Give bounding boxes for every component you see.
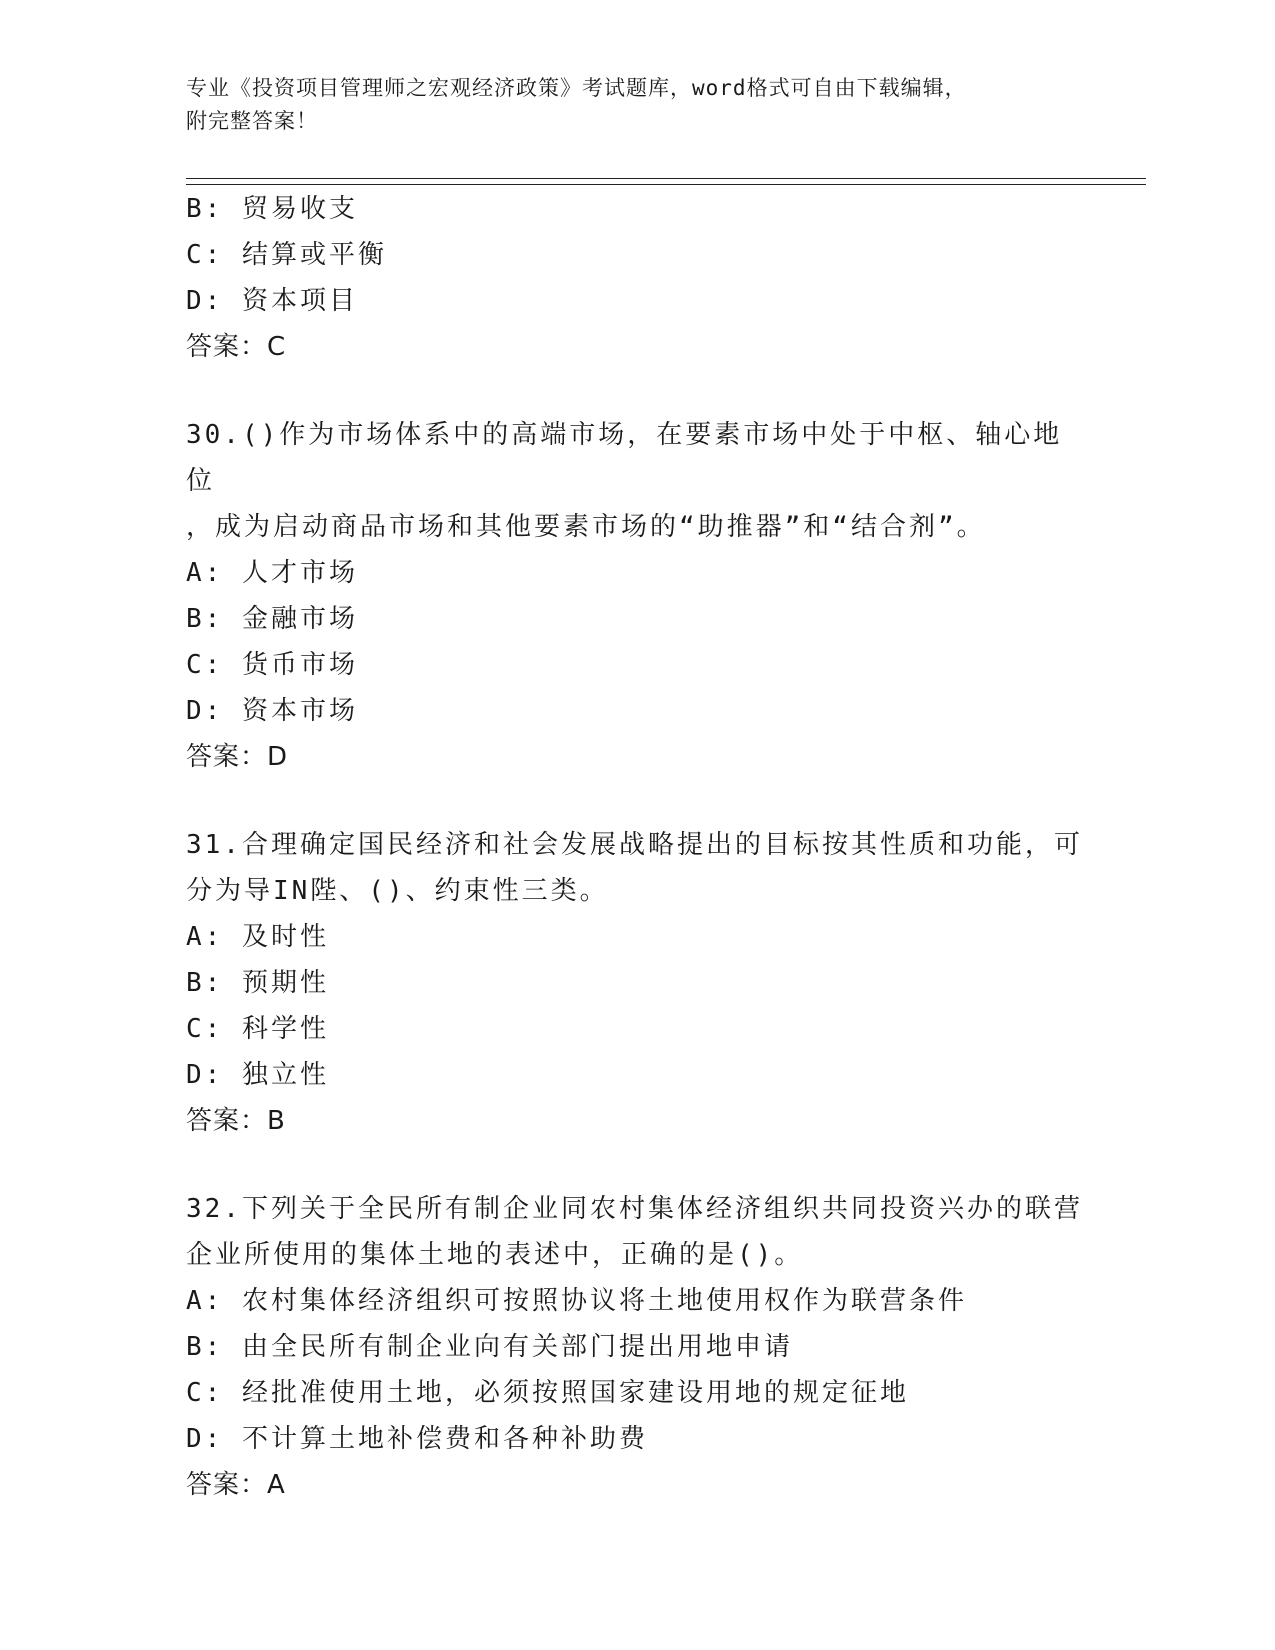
option-label: B: bbox=[186, 194, 224, 224]
option-label: B: bbox=[186, 604, 224, 634]
question-stem-line: 分为导IN陛、()、约束性三类。 bbox=[186, 876, 609, 906]
question-content bbox=[186, 186, 1086, 1508]
option-text: 货币市场 bbox=[241, 650, 358, 680]
option-a bbox=[186, 914, 1086, 960]
option-b bbox=[186, 1324, 1086, 1370]
option-text: 预期性 bbox=[241, 968, 329, 998]
option-text: 人才市场 bbox=[241, 558, 358, 588]
option-label: D: bbox=[186, 696, 224, 726]
option-label: D: bbox=[186, 286, 224, 316]
option-text: 金融市场 bbox=[241, 604, 358, 634]
option-label: D: bbox=[186, 1424, 224, 1454]
question-stem-line: 32.下列关于全民所有制企业同农村集体经济组织共同投资兴办的联营 bbox=[186, 1194, 1083, 1224]
answer-line: 答案：A bbox=[186, 1470, 286, 1500]
option-label: B: bbox=[186, 968, 224, 998]
question-stem-line: 31.合理确定国民经济和社会发展战略提出的目标按其性质和功能，可 bbox=[186, 830, 1083, 860]
option-c bbox=[186, 232, 1086, 278]
option-text: 经批准使用土地，必须按照国家建设用地的规定征地 bbox=[241, 1378, 909, 1408]
answer-line: 答案：D bbox=[186, 742, 289, 772]
option-text: 由全民所有制企业向有关部门提出用地申请 bbox=[241, 1332, 793, 1362]
option-label: A: bbox=[186, 922, 224, 952]
option-text: 结算或平衡 bbox=[241, 240, 387, 270]
header-divider-top bbox=[186, 178, 1146, 179]
header-line-1: 专业《投资项目管理师之宏观经济政策》考试题库，word格式可自由下载编辑， bbox=[186, 76, 967, 100]
option-label: C: bbox=[186, 650, 224, 680]
header-divider-bottom bbox=[186, 184, 1146, 185]
option-c bbox=[186, 642, 1086, 688]
option-text: 科学性 bbox=[241, 1014, 329, 1044]
header-line-2: 附完整答案！ bbox=[186, 109, 318, 133]
question-30 bbox=[186, 412, 1086, 780]
option-a bbox=[186, 1278, 1086, 1324]
question-stem-line: 30.()作为市场体系中的高端市场，在要素市场中处于中枢、轴心地位 bbox=[186, 420, 1063, 496]
option-label: C: bbox=[186, 1014, 224, 1044]
option-text: 不计算土地补偿费和各种补助费 bbox=[241, 1424, 648, 1454]
option-label: A: bbox=[186, 558, 224, 588]
document-header bbox=[186, 72, 1146, 138]
option-label: A: bbox=[186, 1286, 224, 1316]
answer-line: 答案：C bbox=[186, 332, 287, 362]
option-text: 农村集体经济组织可按照协议将土地使用权作为联营条件 bbox=[241, 1286, 967, 1316]
option-d bbox=[186, 1052, 1086, 1098]
option-label: C: bbox=[186, 1378, 224, 1408]
question-stem-line: ，成为启动商品市场和其他要素市场的“助推器”和“结合剂”。 bbox=[186, 512, 986, 542]
option-c bbox=[186, 1006, 1086, 1052]
option-b bbox=[186, 186, 1086, 232]
option-text: 资本市场 bbox=[241, 696, 358, 726]
option-label: C: bbox=[186, 240, 224, 270]
option-text: 及时性 bbox=[241, 922, 329, 952]
option-d bbox=[186, 278, 1086, 324]
question-31 bbox=[186, 822, 1086, 1144]
option-b bbox=[186, 596, 1086, 642]
question-29-tail bbox=[186, 186, 1086, 370]
answer-line: 答案：B bbox=[186, 1106, 286, 1136]
option-text: 贸易收支 bbox=[241, 194, 358, 224]
option-text: 独立性 bbox=[241, 1060, 329, 1090]
question-stem-line: 企业所使用的集体土地的表述中，正确的是()。 bbox=[186, 1240, 804, 1270]
option-label: B: bbox=[186, 1332, 224, 1362]
option-c bbox=[186, 1370, 1086, 1416]
question-32 bbox=[186, 1186, 1086, 1508]
option-b bbox=[186, 960, 1086, 1006]
option-label: D: bbox=[186, 1060, 224, 1090]
option-d bbox=[186, 688, 1086, 734]
option-d bbox=[186, 1416, 1086, 1462]
option-a bbox=[186, 550, 1086, 596]
option-text: 资本项目 bbox=[241, 286, 358, 316]
